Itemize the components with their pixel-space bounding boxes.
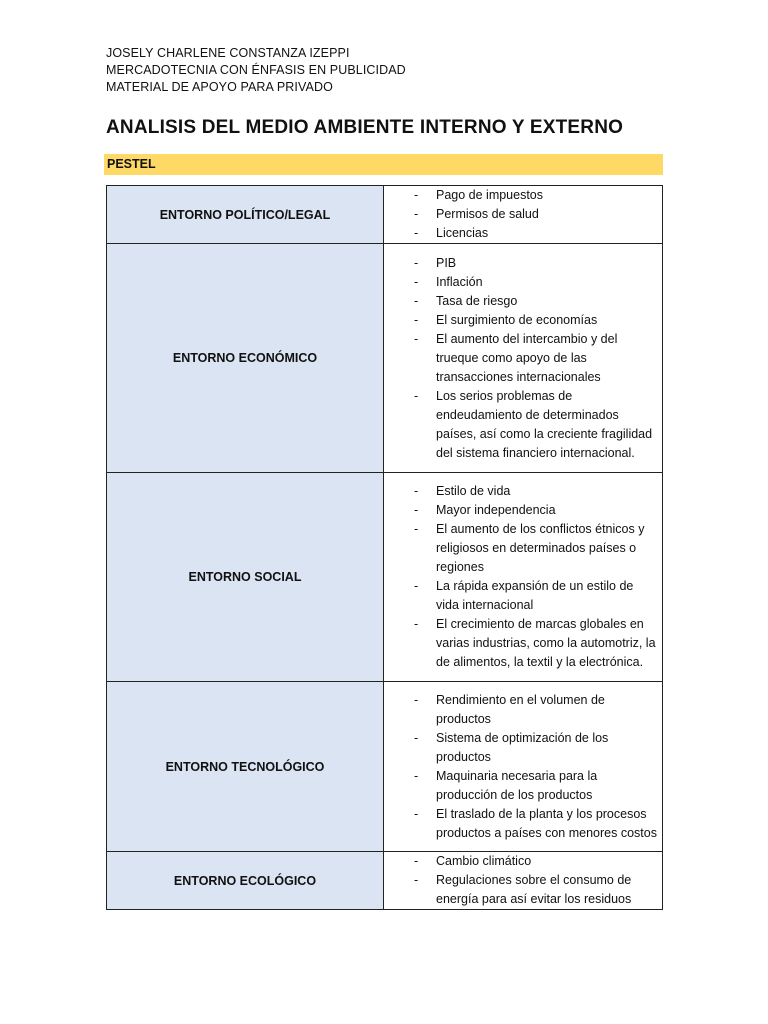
list-item-text: El traslado de la planta y los procesos productos a países con menores costos: [436, 806, 657, 840]
list-item-text: Cambio climático: [436, 854, 532, 868]
dash-bullet-icon: -: [414, 503, 419, 517]
factor-list: [384, 852, 662, 909]
list-item-text: El crecimiento de marcas globales en varias industrias, como la automotriz, la de alimentos, la textil y la electrónica.: [436, 617, 656, 669]
list-item: [384, 729, 658, 767]
environment-label: ENTORNO TECNOLÓGICO: [165, 759, 325, 774]
list-item: [384, 292, 658, 311]
factor-list-cell: [384, 186, 663, 244]
list-item: [384, 186, 658, 205]
section-heading-bar: [104, 154, 663, 175]
factor-list-cell: [384, 682, 663, 852]
course-name: MERCADOTECNIA CON ÉNFASIS EN PUBLICIDAD: [106, 63, 406, 77]
list-item: [384, 311, 658, 330]
list-item: [384, 805, 658, 843]
list-item-text: Estilo de vida: [436, 484, 511, 498]
list-item-text: El aumento del intercambio y del trueque como apoyo de las transacciones internacionales: [436, 331, 618, 384]
dash-bullet-icon: -: [414, 312, 419, 327]
list-item: [384, 387, 658, 463]
list-item: [384, 330, 658, 387]
dash-bullet-icon: -: [414, 522, 419, 536]
environment-label-cell: [107, 682, 384, 852]
environment-label-cell: [107, 852, 384, 910]
list-item-text: Los serios problemas de endeudamiento de determinados países, así como la creciente fragilidad del sistema financiero internacional.: [436, 388, 653, 460]
dash-bullet-icon: -: [414, 768, 419, 783]
dash-bullet-icon: -: [414, 873, 419, 887]
document-title: ANALISIS DEL MEDIO AMBIENTE INTERNO Y EXTERNO: [106, 117, 624, 138]
list-item-text: Tasa de riesgo: [436, 293, 518, 308]
environment-label-cell: [107, 244, 384, 473]
list-item-text: El aumento de los conflictos étnicos y religiosos en determinados países o regiones: [436, 522, 645, 574]
list-item: [384, 577, 658, 615]
material-description: MATERIAL DE APOYO PARA PRIVADO: [106, 80, 333, 94]
dash-bullet-icon: -: [414, 293, 419, 308]
list-item: [384, 273, 658, 292]
list-item-text: El surgimiento de economías: [436, 312, 598, 327]
list-item: [384, 871, 658, 909]
list-item: [384, 767, 658, 805]
list-item-text: Maquinaria necesaria para la producción de los productos: [436, 768, 598, 802]
list-item-text: Licencias: [436, 226, 489, 240]
document-header: [106, 45, 406, 96]
list-item: [384, 691, 658, 729]
section-label: PESTEL: [107, 157, 156, 171]
dash-bullet-icon: -: [414, 255, 419, 270]
factor-list-cell: [384, 473, 663, 682]
environment-label: ENTORNO POLÍTICO/LEGAL: [159, 207, 331, 222]
environment-label-cell: [107, 186, 384, 244]
table-row: [107, 244, 663, 473]
environment-label-cell: [107, 473, 384, 682]
table-row: [107, 682, 663, 852]
factor-list: [384, 254, 662, 463]
dash-bullet-icon: -: [414, 207, 419, 221]
author-name: JOSELY CHARLENE CONSTANZA IZEPPI: [106, 46, 350, 60]
dash-bullet-icon: -: [414, 484, 419, 498]
dash-bullet-icon: -: [414, 331, 419, 346]
dash-bullet-icon: -: [414, 274, 419, 289]
list-item-text: Regulaciones sobre el consumo de energía para así evitar los residuos: [436, 873, 632, 906]
list-item: [384, 501, 658, 520]
dash-bullet-icon: -: [414, 730, 419, 745]
dash-bullet-icon: -: [414, 388, 419, 403]
factor-list-cell: [384, 244, 663, 473]
dash-bullet-icon: -: [414, 226, 419, 240]
list-item-text: Pago de impuestos: [436, 188, 544, 202]
environment-label: ENTORNO SOCIAL: [188, 570, 302, 584]
table-row: [107, 852, 663, 910]
list-item-text: Sistema de optimización de los productos: [436, 730, 609, 764]
list-item: [384, 205, 658, 224]
table-row: [107, 473, 663, 682]
list-item: [384, 482, 658, 501]
list-item: [384, 254, 658, 273]
dash-bullet-icon: -: [414, 692, 419, 707]
factor-list: [384, 691, 662, 843]
list-item-text: PIB: [436, 255, 457, 270]
dash-bullet-icon: -: [414, 617, 419, 631]
list-item: [384, 224, 658, 243]
environment-label: ENTORNO ECOLÓGICO: [173, 873, 317, 888]
dash-bullet-icon: -: [414, 854, 419, 868]
dash-bullet-icon: -: [414, 188, 419, 202]
list-item: [384, 852, 658, 871]
dash-bullet-icon: -: [414, 806, 419, 821]
table-row: [107, 186, 663, 244]
factor-list-cell: [384, 852, 663, 910]
pestel-table: [106, 185, 663, 910]
list-item-text: La rápida expansión de un estilo de vida internacional: [436, 579, 634, 612]
environment-label: ENTORNO ECONÓMICO: [172, 351, 318, 365]
list-item-text: Permisos de salud: [436, 207, 539, 221]
list-item: [384, 520, 658, 577]
pestel-table-body: [107, 186, 663, 910]
list-item-text: Rendimiento en el volumen de productos: [436, 692, 605, 726]
factor-list: [384, 482, 662, 672]
list-item-text: Mayor independencia: [436, 503, 556, 517]
list-item-text: Inflación: [436, 274, 483, 289]
factor-list: [384, 186, 662, 243]
dash-bullet-icon: -: [414, 579, 419, 593]
list-item: [384, 615, 658, 672]
